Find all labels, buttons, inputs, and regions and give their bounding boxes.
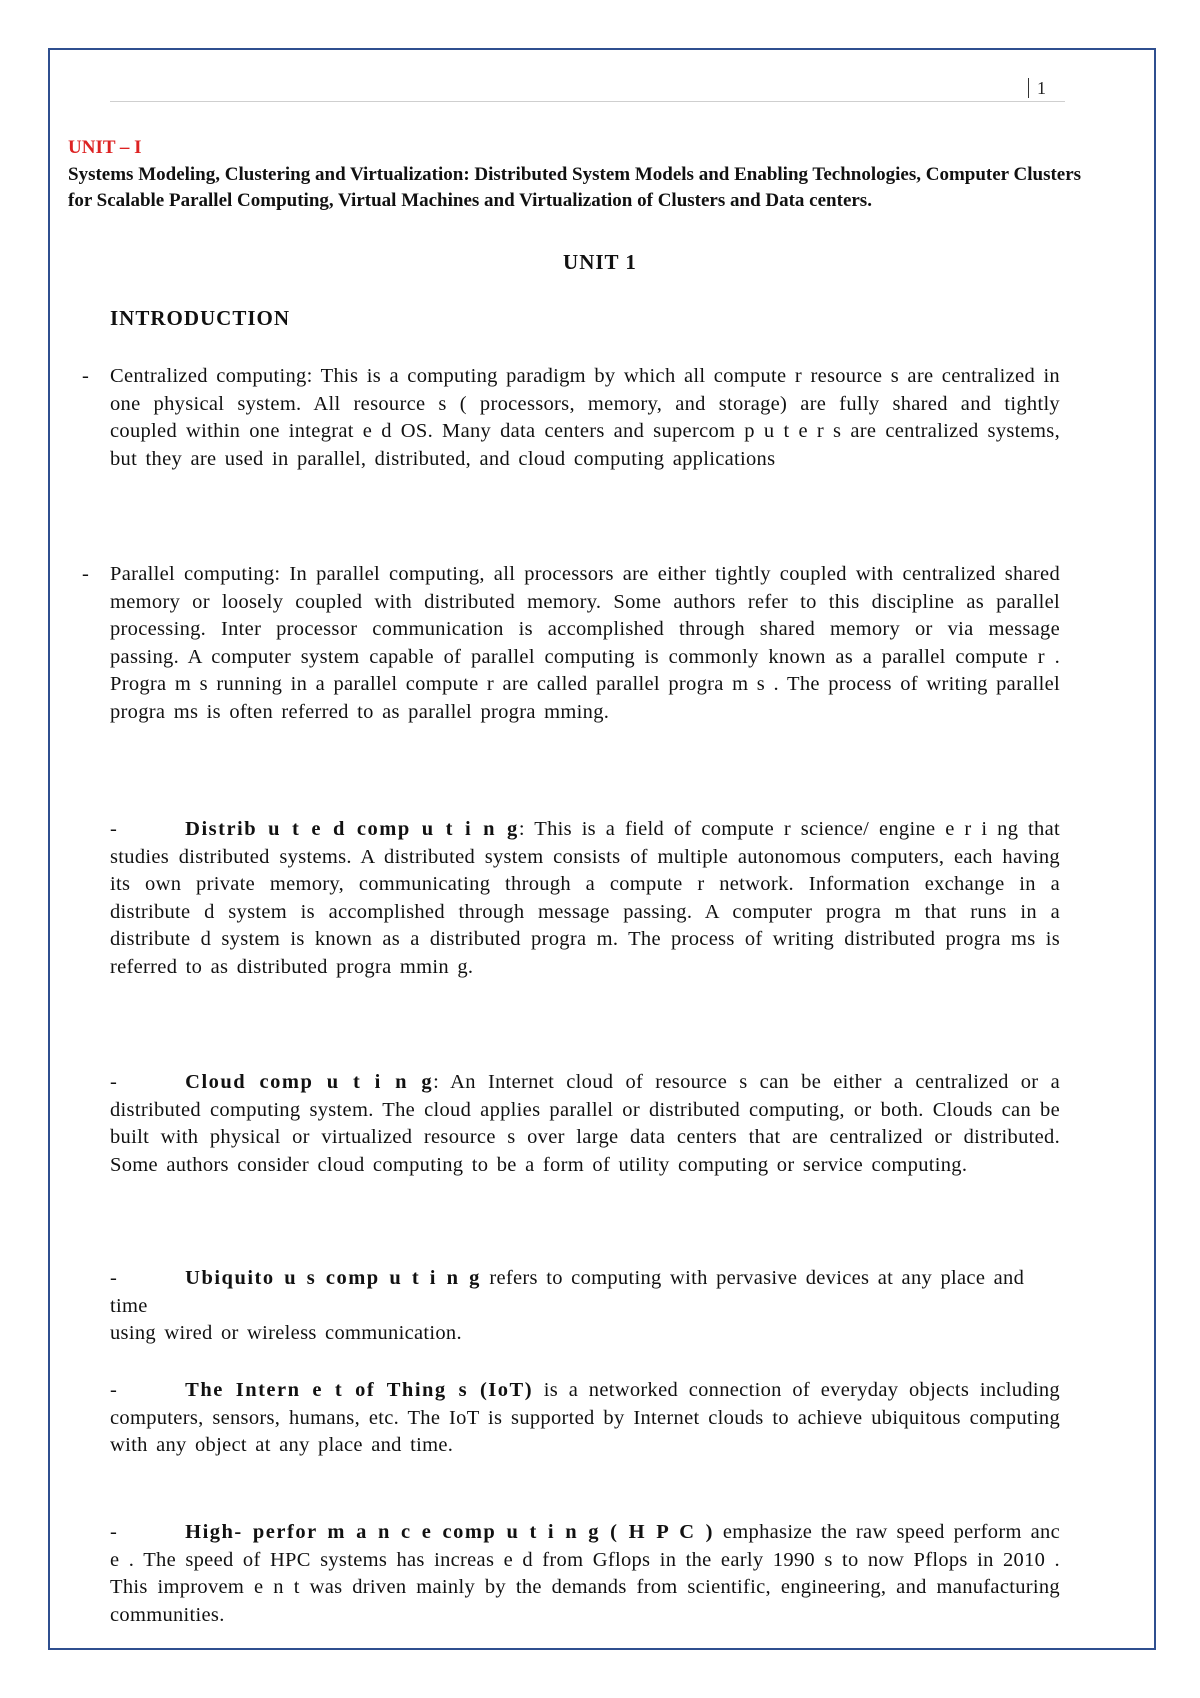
- bullet: -: [110, 1267, 118, 1289]
- bullet: -: [110, 1071, 118, 1093]
- paragraph-distributed: [110, 816, 1060, 981]
- paragraph-text-line2: using wired or wireless communication.: [110, 1322, 462, 1344]
- bullet: -: [110, 1379, 118, 1401]
- paragraph-text: refers to computing with pervasive devices at any place and time: [110, 1267, 1025, 1317]
- section-heading: INTRODUCTION: [110, 306, 291, 330]
- bullet: -: [110, 818, 118, 840]
- paragraph-text: Parallel computing: In parallel computing, all processors are either tightly coupled with centralized shared memory or loosely coupled with distributed memory. Some authors refer to this discipline as parallel processing. Inter processor communication is accomplished through shared memory or via message passing. A computer system capable of parallel computing is commonly known as a parallel compute r . Progra m s running in a parallel compute r are called parallel progra m s . The process of writing parallel progra ms is often referred to as parallel progra mming.: [110, 563, 1060, 723]
- header-rule: [110, 101, 1065, 102]
- paragraph-iot: [110, 1377, 1060, 1460]
- bullet: -: [82, 563, 90, 585]
- bullet: -: [110, 1521, 118, 1543]
- term-iot: The Intern e t of Thing s (IoT): [185, 1379, 534, 1401]
- unit-title: UNIT 1: [563, 250, 637, 274]
- paragraph-text: : An Internet cloud of resource s can be either a centralized or a distributed computing system. The cloud applies parallel or distributed computing, or both. Clouds can be built with physical or virtualized resource s over large data centers that are centralized or distributed. Some authors consider cloud computing to be a form of utility computing or service computing.: [110, 1071, 1060, 1176]
- paragraph-text: Centralized computing: This is a computing paradigm by which all compute r resource s are centralized in one physical system. All resource s ( processors, memory, and storage) are fully shared and tightly coupled within one integrat e d OS. Many data centers and supercom p u t e r s are centralized systems, but they are used in parallel, distributed, and cloud computing applications: [110, 365, 1060, 470]
- term-hpc: High- perfor m a n c e comp u t i n g ( H P C ): [185, 1521, 714, 1543]
- unit-label: UNIT – I: [68, 137, 142, 158]
- paragraph-text: emphasize the raw speed perform anc e . The speed of HPC systems has increas e d from Gflops in the early 1990 s to now Pflops in 2010 . This improvem e n t was driven mainly by the demands from scientific, engineering, and manufacturing communities.: [110, 1521, 1060, 1626]
- term-cloud: Cloud comp u t i n g: [185, 1071, 434, 1093]
- page-number: [1028, 78, 1046, 99]
- term-ubiquitous: Ubiquito u s comp u t i n g: [185, 1267, 481, 1289]
- term-distributed: Distrib u t e d comp u t i n g: [185, 818, 519, 840]
- paragraph-parallel: [82, 561, 1060, 726]
- bullet: -: [82, 365, 90, 387]
- paragraph-centralized: [82, 363, 1060, 473]
- syllabus-text: Systems Modeling, Clustering and Virtualization: Distributed System Models and Enabling Technologies, Computer Clusters for Scalable Parallel Computing, Virtual Machines and Virtualization of Clusters and Data centers.: [68, 164, 1082, 211]
- paragraph-ubiquitous: [110, 1265, 1060, 1348]
- page-number-text: 1: [1028, 78, 1046, 98]
- paragraph-text: is a networked connection of everyday objects including computers, sensors, humans, etc. The IoT is supported by Internet clouds to achieve ubiquitous computing with any object at any place and time.: [110, 1379, 1060, 1456]
- paragraph-text: : This is a field of compute r science/ engine e r i ng that studies distributed systems. A distributed system consists of multiple autonomous computers, each having its own private memory, communicating through a compute r network. Information exchange in a distribute d system is accomplished through message passing. A computer progra m that runs in a distribute d system is known as a distributed progra m. The process of writing distributed progra ms is referred to as distributed progra mmin g.: [110, 818, 1060, 978]
- paragraph-hpc: [110, 1519, 1060, 1629]
- paragraph-cloud: [110, 1069, 1060, 1179]
